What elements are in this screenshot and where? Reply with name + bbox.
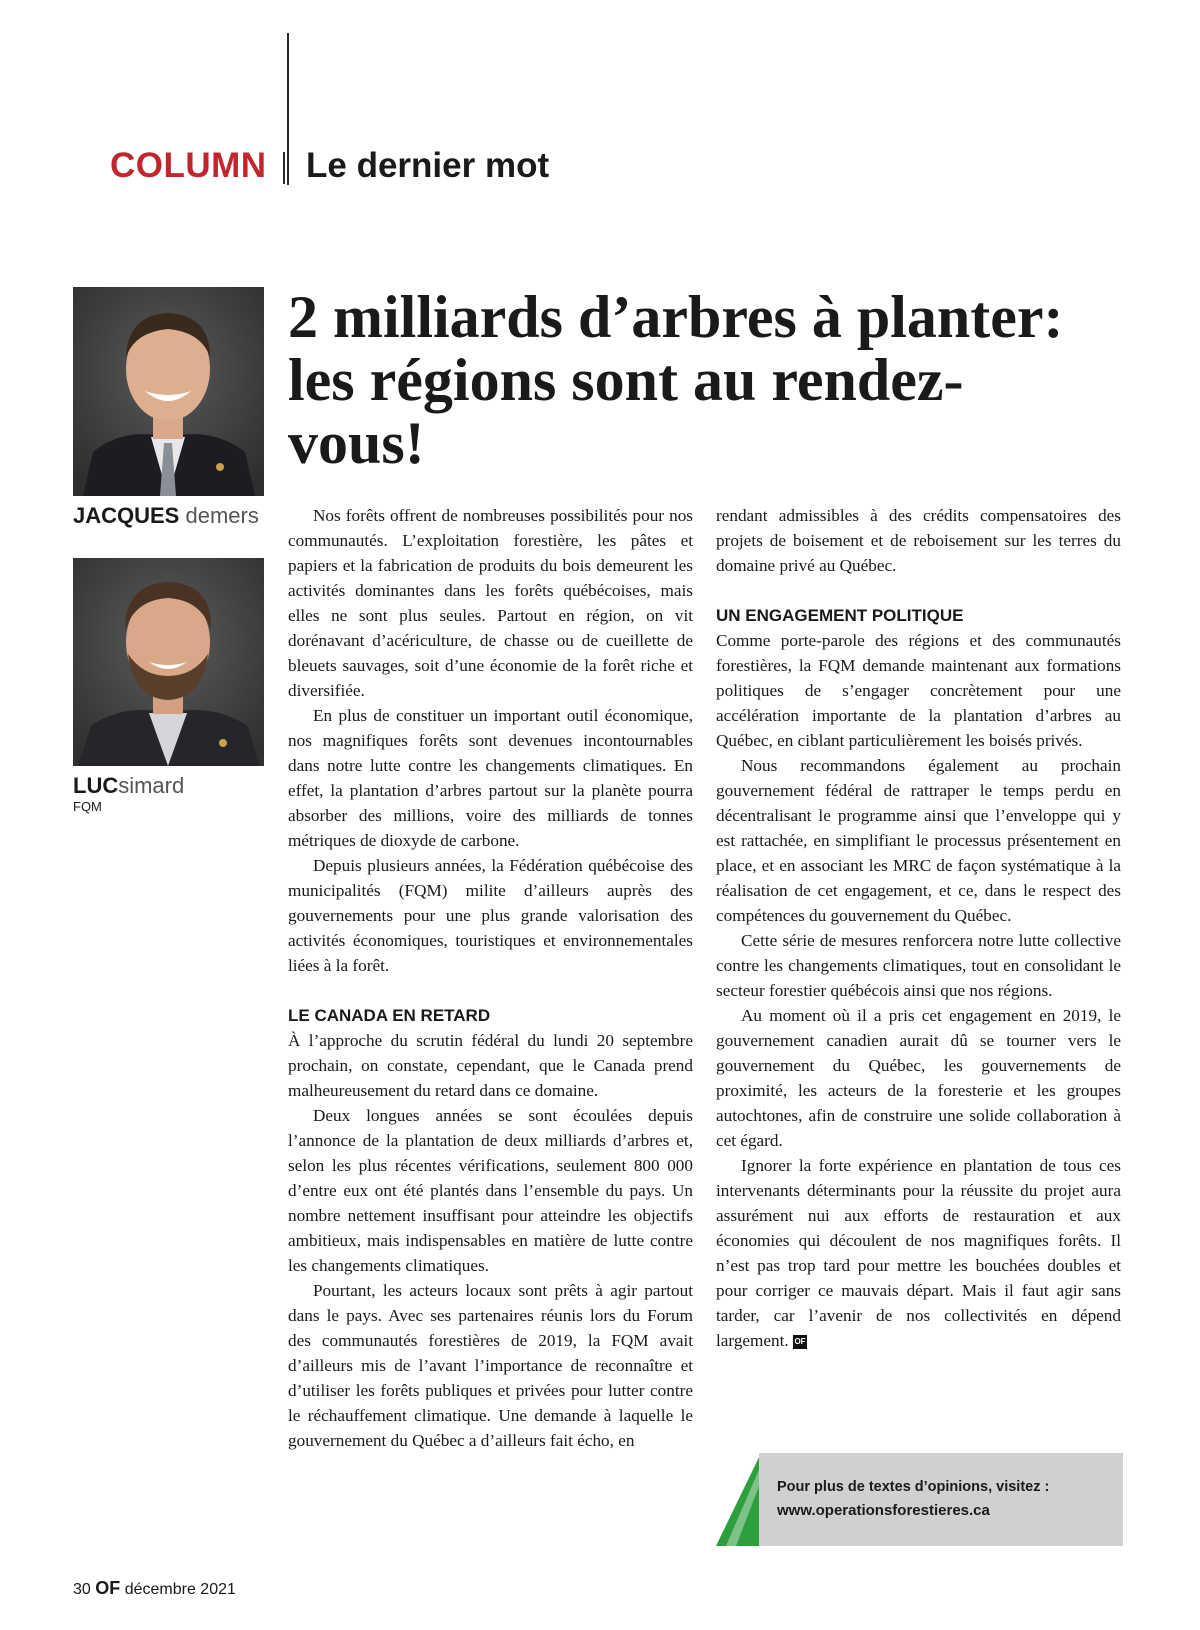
author-first-name: JACQUES: [73, 503, 180, 528]
author-name-luc: [73, 773, 184, 799]
paragraph: Depuis plusieurs années, la Fédération québécoise des municipalités (FQM) milite d’ailleurs auprès des gouvernements pour une plus grande valorisation des activités économiques, touristiques et environnementales liées à la forêt.: [288, 856, 693, 975]
page-number: 30: [73, 1581, 91, 1598]
header-separator: [283, 152, 285, 184]
top-vertical-rule: [287, 33, 289, 185]
paragraph: Deux longues années se sont écoulées depuis l’annonce de la plantation de deux milliards d’arbres et, selon les plus récentes vérifications, seulement 800 000 d’entre eux ont été plantés dans l’ensemble du pays. Un nombre nettement insuffisant pour atteindre les objectifs ambitieux, mais indispensables en matière de lutte contre les changements climatiques.: [288, 1106, 693, 1275]
article-column-1: [288, 503, 693, 1453]
paragraph: Au moment où il a pris cet engagement en 2019, le gouvernement canadien aurait dû se tourner vers le gouvernement du Québec, les gouvernements de proximité, les acteurs de la foresterie et les groupes autochtones, afin de construire une solide collaboration à cet égard.: [716, 1006, 1121, 1150]
paragraph: En plus de constituer un important outil économique, nos magnifiques forêts sont devenues incontournables dans notre lutte contre les changements climatiques. En effet, la plantation d’arbres partout sur la planète pourra absorber des millions, voire des milliards de tonnes métriques de dioxyde de carbone.: [288, 706, 693, 850]
author-photo-luc: [73, 558, 264, 766]
promo-line: Pour plus de textes d’opinions, visitez :: [777, 1479, 1050, 1495]
page-footer: [73, 1578, 236, 1599]
section-title: Le dernier mot: [306, 146, 550, 185]
author-affiliation: FQM: [73, 799, 102, 814]
paragraph-last: [716, 1153, 1121, 1353]
author-first-name: LUC: [73, 773, 119, 798]
paragraph: Nos forêts offrent de nombreuses possibilités pour nos communautés. L’exploitation forestière, les pâtes et papiers et la fabrication de produits du bois demeurent les activités dominantes dans les forêts québécoises, mais elles ne sont plus seules. Partout en région, on vit dorénavant d’acériculture, de chasse ou de cueillette de bleuets sauvages, soit d’une économie de la forêt riche et diversifiée.: [288, 506, 693, 700]
magazine-logo: OF: [95, 1578, 121, 1598]
author-name-jacques: [73, 503, 259, 529]
paragraph-text: Ignorer la forte expérience en plantation de tous ces intervenants déterminants pour la réussite du projet aura assurément nui aux efforts de restauration et aux économies qui découlent de nos magnifiques forêts. Il n’est pas trop tard pour mettre les bouchées doubles et pour corriger ce mauvais départ. Mais il faut agir sans tarder, car l’avenir de nos collectivités en dépend largement.: [716, 1156, 1121, 1350]
green-triangle-icon: [716, 1453, 761, 1546]
article-title: 2 milliards d’arbres à planter: les régions sont au rendez-vous!: [288, 284, 1064, 476]
subheading: LE CANADA EN RETARD: [288, 1006, 491, 1025]
author-last-name: demers: [185, 503, 259, 528]
paragraph: À l’approche du scrutin fédéral du lundi 20 septembre prochain, on constate, cependant, que le Canada prend malheureusement du retard dans ce domaine.: [288, 1031, 693, 1100]
end-mark-icon: OF: [793, 1335, 807, 1349]
paragraph: Nous recommandons également au prochain gouvernement fédéral de rattraper le temps perdu en décentralisant le programme ainsi que l’enveloppe qui y est rattachée, en simplifiant le processus présentement en place, et en associant les MRC de façon systématique à la réalisation de cet engagement, et ce, dans le respect des compétences du gouvernement du Québec.: [716, 756, 1121, 925]
paragraph: Comme porte-parole des régions et des communautés forestières, la FQM demande maintenant aux formations politiques de s’engager concrètement pour une accélération importante de la plantation d’arbres au Québec, en ciblant particulièrement les boisés privés.: [716, 631, 1121, 750]
promo-link[interactable]: www.operationsforestieres.ca: [777, 1502, 990, 1519]
issue-date: décembre 2021: [124, 1581, 236, 1598]
subheading: UN ENGAGEMENT POLITIQUE: [716, 606, 964, 625]
paragraph: Cette série de mesures renforcera notre lutte collective contre les changements climatiques, tout en consolidant le secteur forestier québécois ainsi que nos régions.: [716, 931, 1121, 1000]
author-last-name: simard: [118, 773, 185, 798]
article-column-2: [716, 503, 1121, 1353]
paragraph: Pourtant, les acteurs locaux sont prêts à agir partout dans le pays. Avec ses partenaires réunis lors du Forum des communautés forestières de 2019, la FQM avait d’ailleurs mis de l’avant l’importance de reconnaître et d’utiliser les forêts publiques et privées pour lutter contre le réchauffement climatique. Une demande à laquelle le gouvernement du Québec a d’ailleurs fait écho, en: [288, 1281, 693, 1450]
promo-box: [759, 1453, 1123, 1546]
author-photo-jacques: [73, 287, 264, 496]
column-label: COLUMN: [110, 146, 267, 185]
paragraph: rendant admissibles à des crédits compensatoires des projets de boisement et de reboisement sur les terres du domaine privé au Québec.: [716, 506, 1121, 575]
